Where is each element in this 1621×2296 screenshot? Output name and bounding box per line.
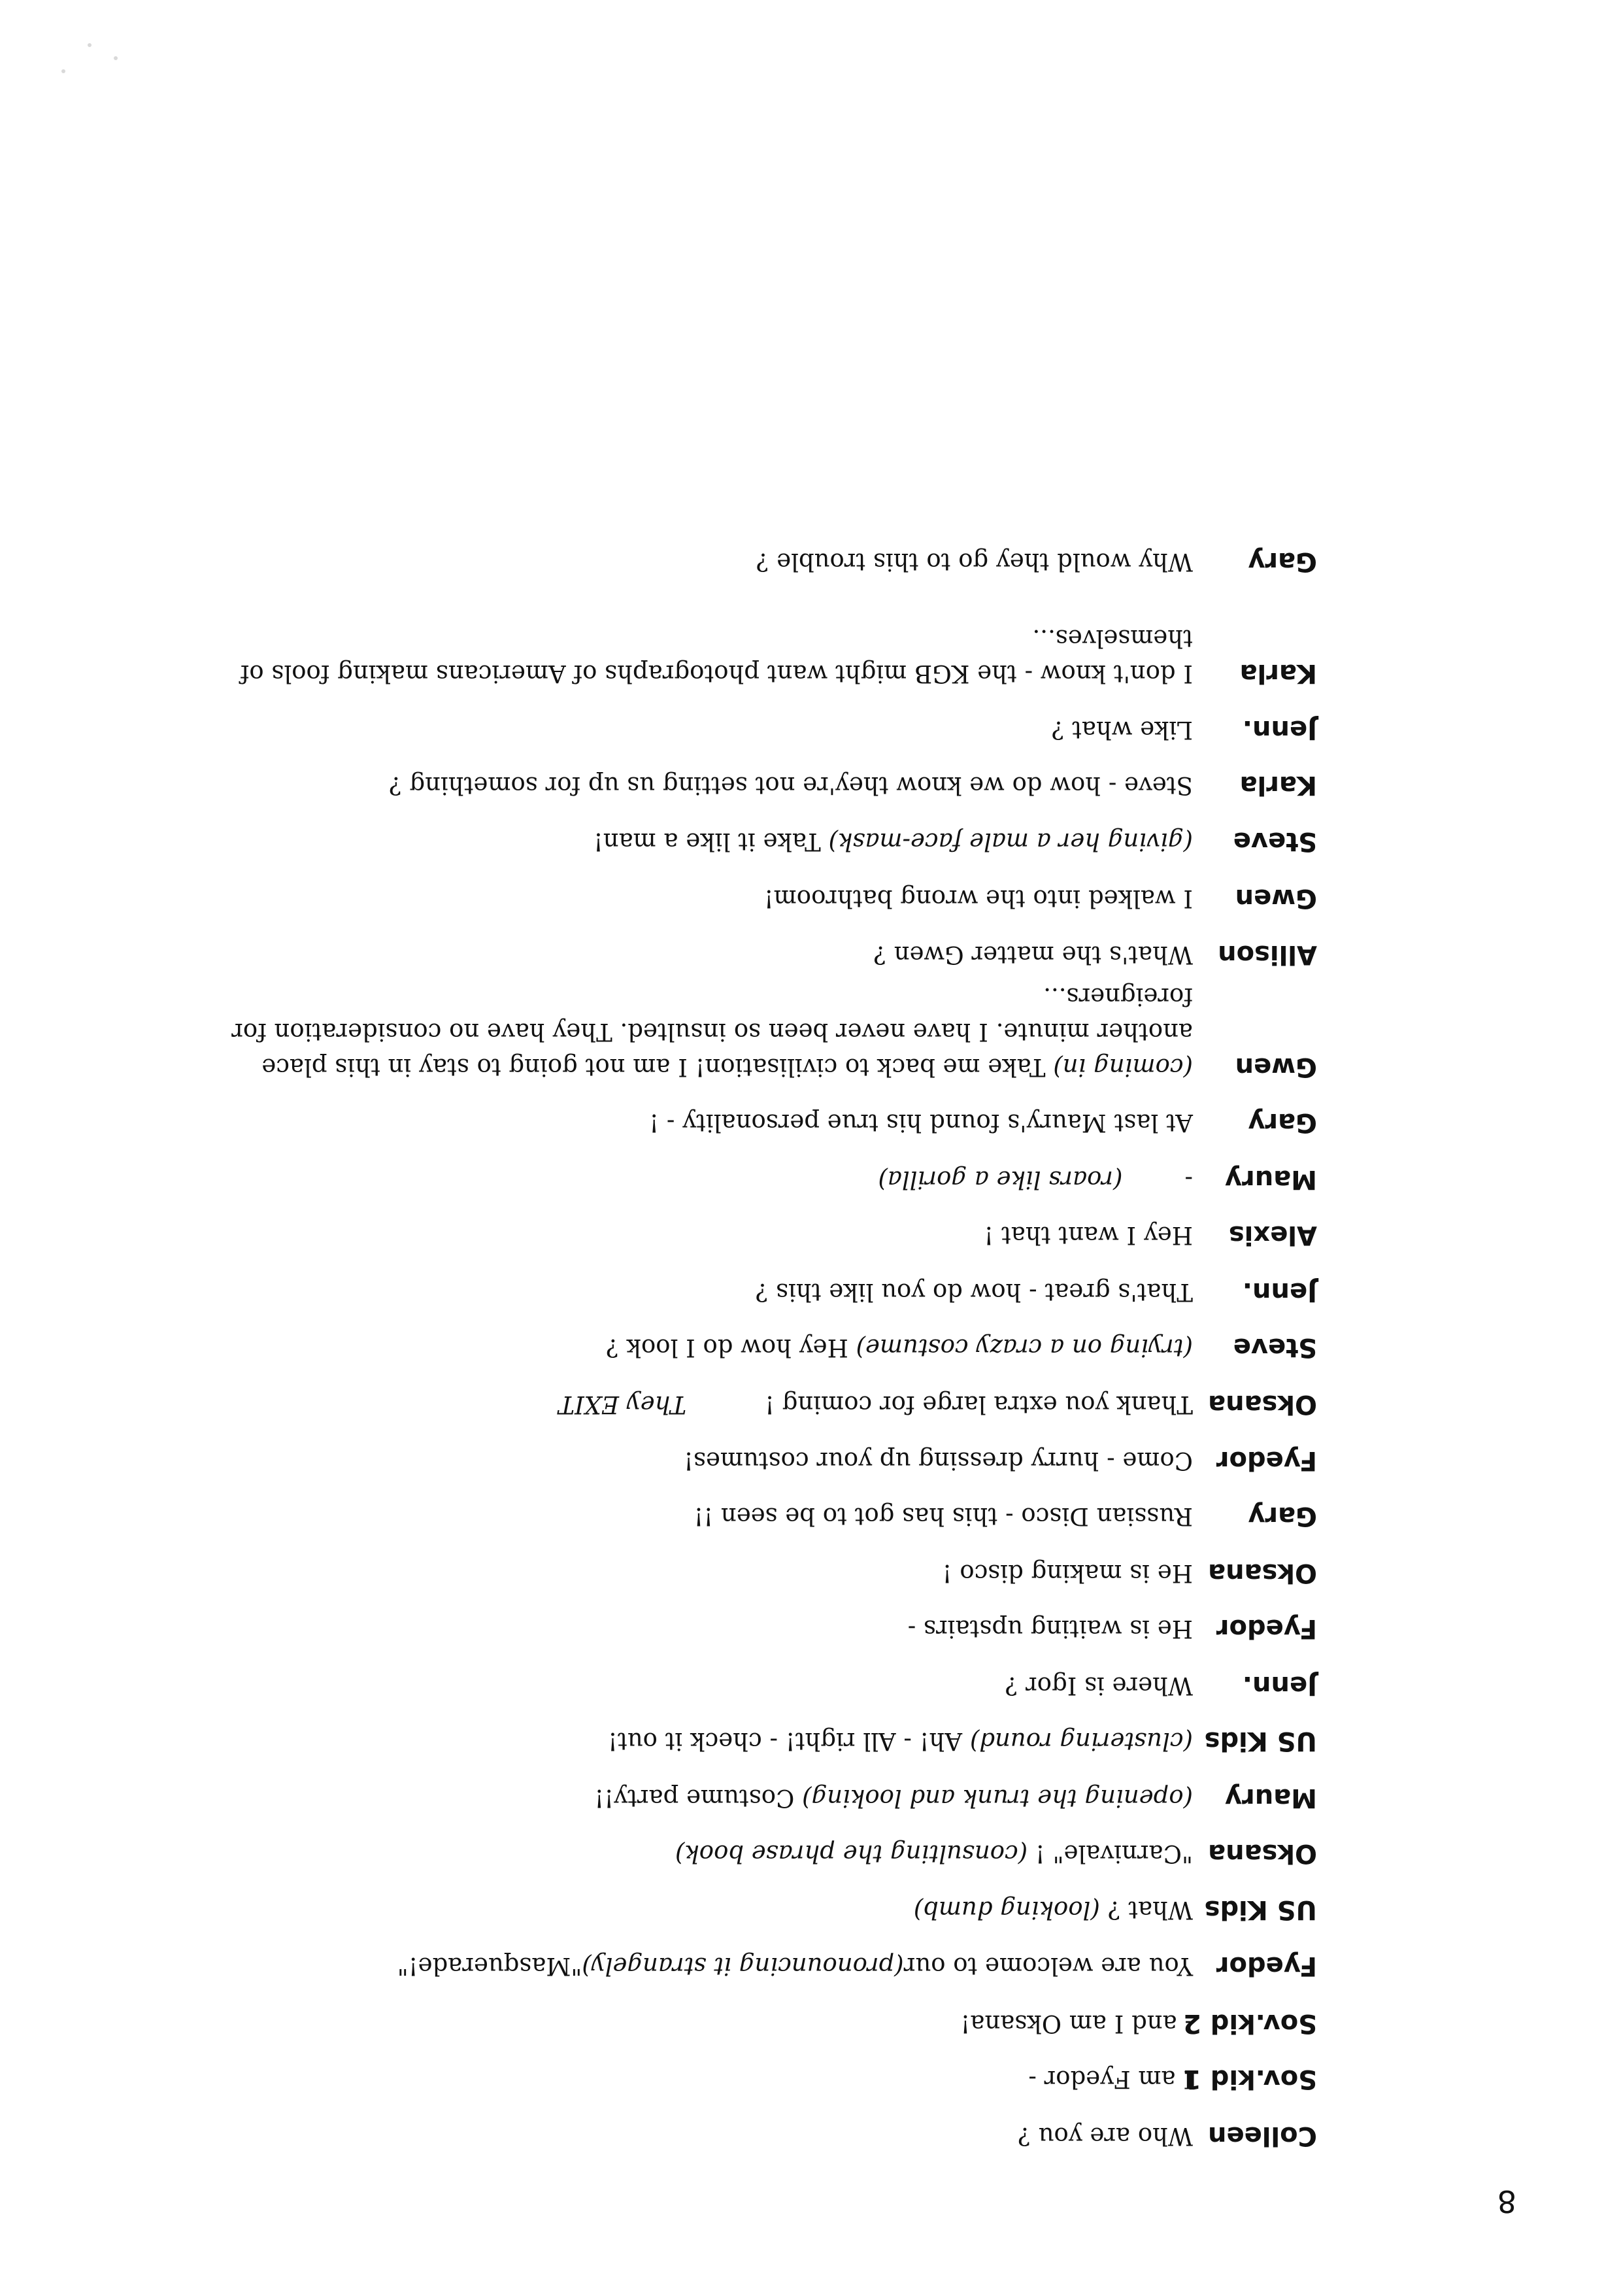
speaker-name: US Kids	[1204, 1726, 1317, 1756]
dialogue-text	[209, 1162, 1193, 1197]
dialogue-text	[209, 1555, 1193, 1591]
spoken-text: I don't know - the KGB might want photographs of Americans making fools of themselves...	[240, 624, 1193, 688]
spoken-text: Costume party!!	[594, 1784, 803, 1812]
speaker-name: Gary	[1248, 1107, 1317, 1138]
spoken-text: Take it like a man!	[593, 828, 829, 856]
dialogue-text	[209, 1723, 1193, 1759]
dialogue-text	[209, 824, 1193, 859]
dialogue-text	[209, 1780, 1193, 1815]
spoken-text: He is waiting upstairs -	[907, 1615, 1193, 1643]
scan-speck	[61, 69, 65, 73]
speaker-name: Oksana	[1208, 1838, 1317, 1868]
dialogue-text	[209, 1217, 1193, 1253]
page-number: 8	[1497, 2184, 1516, 2219]
speaker-name: Gary	[1248, 547, 1317, 577]
spoken-text: Ah! - All right! - check it out!	[608, 1727, 970, 1755]
speaker-name: Sov.kid 2	[1183, 2008, 1317, 2038]
speaker-name: Alexis	[1228, 1220, 1317, 1250]
speaker-name: Fyedor	[1216, 1613, 1317, 1644]
dialogue-text	[209, 1668, 1193, 1703]
scan-speck	[114, 56, 118, 60]
speaker-name: Sov.kid 1	[1183, 2064, 1317, 2094]
spoken-text: Russian Disco - this has got to be seen !!	[694, 1502, 1193, 1530]
spoken-text: Like what ?	[1051, 716, 1193, 744]
stage-direction: (coming in)	[1053, 1053, 1193, 1081]
spoken-text: Hey I want that !	[984, 1221, 1193, 1249]
speaker-name: Jenn.	[1242, 1277, 1317, 1307]
stage-direction: (roars like a gorilla)	[878, 1166, 1123, 1194]
speaker-name: Karla	[1239, 770, 1317, 800]
spoken-text: What's the matter Gwen ?	[873, 941, 1193, 969]
dialogue-text	[209, 1274, 1193, 1309]
dialogue-text	[209, 2118, 1193, 2153]
spoken-text: - and I am Oksana!	[960, 2010, 1193, 2038]
dialogue-text	[209, 1105, 1193, 1140]
spoken-text: He is making disco !	[942, 1559, 1193, 1587]
dialogue-text	[209, 1330, 1193, 1365]
spoken-text: At last Maury's found his true personality - !	[649, 1109, 1193, 1137]
dialogue-text	[209, 1948, 1193, 1984]
dialogue-text	[209, 937, 1193, 972]
spoken-text: "Masquerade!"	[397, 1952, 582, 1980]
spoken-text: Hey how do I look ?	[605, 1334, 856, 1362]
spoken-text: Come - hurry dressing up your costumes!	[684, 1447, 1193, 1475]
speaker-name: Allison	[1218, 939, 1317, 970]
dialogue-text	[209, 1611, 1193, 1646]
speaker-name: Gary	[1248, 1501, 1317, 1531]
dialogue-text	[209, 1836, 1193, 1871]
dialogue-text	[209, 712, 1193, 747]
stage-direction: (trying on a crazy costume)	[856, 1334, 1193, 1362]
spoken-text: What ?	[1099, 1896, 1193, 1924]
spoken-text: Steve - how do we know they're not setting us up for something ?	[388, 771, 1193, 800]
dialogue-text	[209, 2006, 1193, 2041]
speaker-name: Oksana	[1208, 1389, 1317, 1419]
dialogue-text	[209, 620, 1193, 691]
spoken-text: I am Fyedor -	[1028, 2065, 1193, 2093]
spoken-text: That's great - how do you like this ?	[755, 1278, 1193, 1306]
speaker-name: Colleen	[1208, 2121, 1317, 2151]
dialogue-text	[209, 881, 1193, 916]
spoken-text: "Carnivale" !	[1028, 1840, 1193, 1868]
spoken-text: -	[1184, 1166, 1193, 1194]
speaker-name: Maury	[1224, 1783, 1317, 1813]
spoken-text: You are welcome to our	[903, 1952, 1193, 1980]
speaker-name: Gwen	[1235, 1052, 1317, 1082]
stage-direction: (pronouncing it strangely)	[582, 1952, 904, 1980]
speaker-name: US Kids	[1204, 1895, 1317, 1925]
stage-direction: (giving her a male face-mask)	[828, 828, 1193, 856]
spoken-text: Where is Igor ?	[1005, 1672, 1193, 1700]
spoken-text: Who are you ?	[1018, 2122, 1193, 2150]
spoken-text: Why would they go to this trouble ?	[756, 548, 1193, 576]
spoken-text: I walked into the wrong bathroom!	[763, 885, 1193, 913]
speaker-name: Oksana	[1208, 1558, 1317, 1588]
speaker-name: Fyedor	[1216, 1951, 1317, 1981]
stage-direction: (consulting the phrase book)	[675, 1840, 1028, 1868]
dialogue-text	[209, 1387, 1193, 1422]
stage-direction: (opening the trunk and looking)	[802, 1784, 1193, 1812]
dialogue-text	[209, 768, 1193, 803]
speaker-name: Gwen	[1235, 883, 1317, 913]
stage-direction: (looking dumb)	[913, 1896, 1100, 1924]
speaker-name: Maury	[1224, 1164, 1317, 1194]
scan-speck	[88, 43, 92, 47]
stage-direction: They EXIT	[558, 1391, 687, 1419]
spoken-text: Take me back to civilisation! I am not going to stay in this place another minute. I have never been so insulted. They have no consideration for foreigners...	[231, 983, 1193, 1081]
speaker-name: Steve	[1233, 826, 1317, 856]
speaker-name: Fyedor	[1216, 1445, 1317, 1476]
speaker-name: Jenn.	[1242, 715, 1317, 745]
dialogue-text	[209, 1498, 1193, 1534]
dialogue-text	[209, 1443, 1193, 1478]
speaker-name: Karla	[1239, 658, 1317, 688]
dialogue-text	[209, 979, 1193, 1085]
stage-direction: (clustering round)	[969, 1727, 1193, 1755]
dialogue-text	[209, 1892, 1193, 1927]
speaker-name: Jenn.	[1242, 1670, 1317, 1700]
speaker-name: Steve	[1233, 1332, 1317, 1362]
dialogue-text	[209, 2061, 1193, 2097]
dialogue-text	[209, 544, 1193, 579]
spoken-text: Thank you extra large for coming !	[765, 1391, 1193, 1419]
